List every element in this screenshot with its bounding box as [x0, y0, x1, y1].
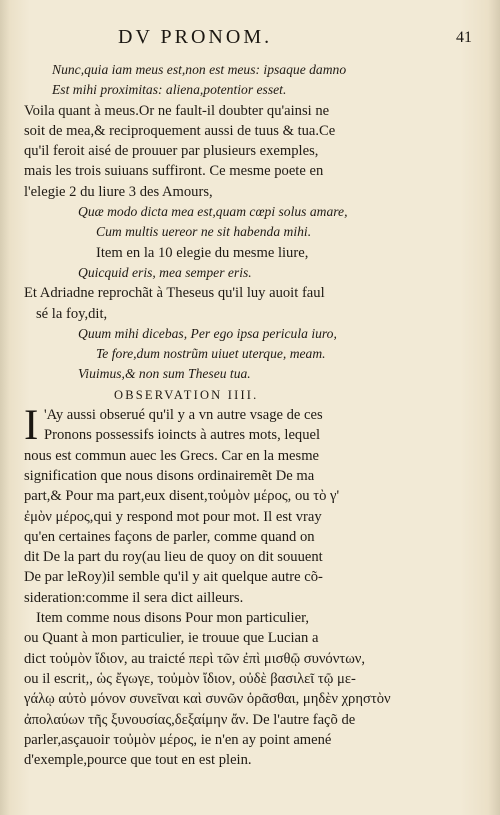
paragraph-line: Voila quant à meus.Or ne fault-il doubter qu'ainsi ne: [24, 102, 330, 119]
page-left-shadow: [0, 0, 10, 815]
paragraph-line: part,& Pour ma part,eux disent,τοὐμὸν μέρος, ou τὸ γ': [24, 488, 340, 505]
main-text: [24, 60, 476, 769]
paragraph-line: qu'en certaines façons de parler, comme quand on: [24, 528, 315, 545]
verse-line: Te fore,dum nostrũm uiuet uterque, meam.: [96, 346, 326, 362]
verse-line: Quicquid eris, mea semper eris.: [78, 264, 252, 280]
paragraph-line: ou il escrit,, ὡς ἔγωγε, τοὐμὸν ἴδιον, οὐδὲ βασιλεῖ τῷ με-: [24, 670, 356, 687]
paragraph-line: dit De la part du roy(au lieu de quoy on dit souuent: [24, 549, 323, 566]
page-running-title: DV PRONOM.: [118, 26, 273, 48]
paragraph-line: sé la foy,dit,: [36, 305, 108, 322]
verse-line: Quum mihi dicebas, Per ego ipsa pericula iuro,: [78, 325, 337, 341]
paragraph-line: 'Ay aussi obserué qu'il y a vn autre vsage de ces: [44, 407, 323, 424]
running-head: [0, 26, 500, 54]
section-heading: OBSERVATION IIII.: [114, 387, 259, 402]
verse-line: Cum multis uereor ne sit habenda mihi.: [96, 224, 312, 240]
paragraph-line: dict τοὐμὸν ἴδιον, au traicté περὶ τῶν ἐπὶ μισθῷ συνόντων,: [24, 650, 366, 667]
paragraph-line: mais les trois suiuans suffiront. Ce mesme poete en: [24, 163, 324, 180]
verse-line: Quæ modo dicta mea est,quam cœpi solus amare,: [78, 204, 348, 220]
paragraph-line: soit de mea,& reciproquement aussi de tuus & tua.Ce: [24, 122, 336, 139]
paragraph-line: De par leRoy)il semble qu'il y ait quelque autre cõ-: [24, 569, 323, 586]
paragraph-line: nous est commun auec les Grecs. Car en la mesme: [24, 447, 320, 464]
page-number: 41: [456, 29, 472, 46]
paragraph-line: Pronons possessifs ioincts à autres mots, lequel: [44, 427, 321, 444]
paragraph-line: Et Adriadne reprochãt à Theseus qu'il luy auoit faul: [24, 285, 325, 302]
verse-line: Viuimus,& non sum Theseu tua.: [78, 366, 251, 382]
paragraph-line: Item comme nous disons Pour mon particulier,: [36, 610, 310, 627]
paragraph-line: l'elegie 2 du liure 3 des Amours,: [24, 183, 213, 200]
page-right-shadow: [488, 0, 500, 815]
verse-line: Nunc,quia iam meus est,non est meus: ipsaque damno: [52, 62, 347, 77]
dropcap-letter: I: [24, 402, 39, 450]
paragraph-line: ἀπολαύων τῆς ξυνουσίας,δεξαίμην ἄν. De l'autre façõ de: [24, 711, 356, 728]
paragraph-line: Item en la 10 elegie du mesme liure,: [96, 244, 309, 261]
paragraph-line: signification que nous disons ordinairemẽt De ma: [24, 467, 315, 484]
paragraph-line: qu'il feroit aisé de prouuer par plusieurs exemples,: [24, 143, 319, 160]
paragraph-line: γάλῳ αὐτὸ μόνον συνεῖναι καὶ συνῶν ὁρᾶσθαι, μηδὲν χρηστὸν: [24, 691, 391, 708]
paragraph-line: ou Quant à mon particulier, ie trouue que Lucian a: [24, 630, 319, 647]
dropcap-paragraph: [24, 402, 476, 450]
verse-line: Est mihi proximitas: aliena,potentior esset.: [52, 82, 287, 98]
paragraph-line: d'exemple,pource que tout en est plein.: [24, 752, 252, 769]
paragraph-line: sideration:comme il sera dict ailleurs.: [24, 589, 244, 606]
paragraph-line: parler,asçauoir τοὐμὸν μέρος, ie n'en ay point amené: [24, 731, 332, 748]
paragraph-line: ἐμὸν μέρος,qui y respond mot pour mot. Il est vray: [24, 508, 322, 525]
